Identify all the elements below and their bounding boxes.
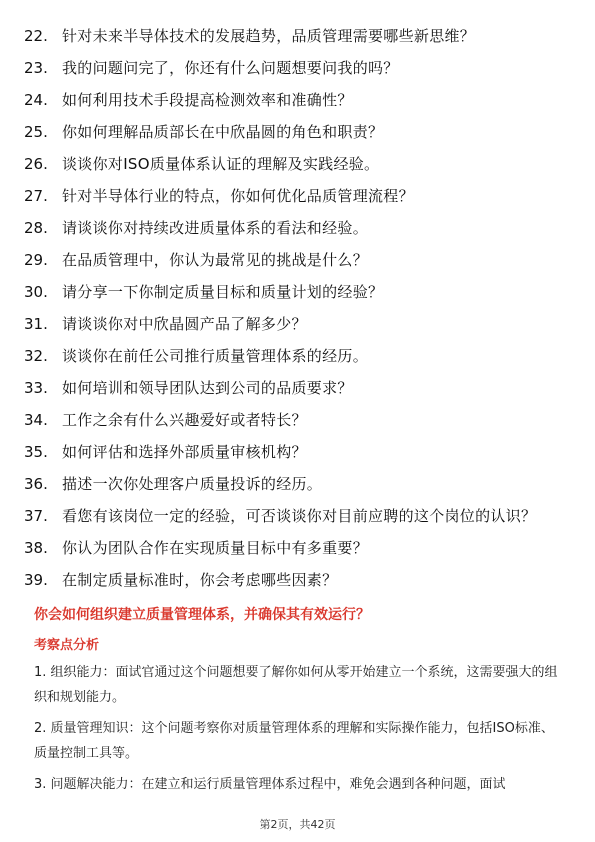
question-text: 如何利用技术手段提高检测效率和准确性？ xyxy=(62,91,353,109)
question-number: 39. xyxy=(24,571,48,589)
question-list xyxy=(24,24,572,600)
question-item xyxy=(24,24,572,49)
question-text: 你如何理解品质部长在中欣晶圆的角色和职责？ xyxy=(62,123,384,141)
question-item xyxy=(24,280,572,305)
question-item xyxy=(24,248,572,273)
question-item xyxy=(24,440,572,465)
question-number: 32. xyxy=(24,347,48,365)
question-text: 在品质管理中，你认为最常见的挑战是什么？ xyxy=(62,251,369,269)
question-item xyxy=(24,536,572,561)
question-number: 31. xyxy=(24,315,48,333)
question-number: 26. xyxy=(24,155,48,173)
question-text: 工作之余有什么兴趣爱好或者特长？ xyxy=(62,411,307,429)
section-heading: 你会如何组织建立质量管理体系，并确保其有效运行？ xyxy=(34,607,370,623)
question-text: 请谈谈你对中欣晶圆产品了解多少？ xyxy=(62,315,307,333)
question-item xyxy=(24,88,572,113)
question-number: 33. xyxy=(24,379,48,397)
question-item xyxy=(24,408,572,433)
section-subheading: 考察点分析 xyxy=(34,638,100,653)
question-number: 28. xyxy=(24,219,48,237)
question-item xyxy=(24,504,572,529)
question-number: 34. xyxy=(24,411,48,429)
page-number: 第2页，共42页 xyxy=(259,818,336,831)
question-text: 看您有该岗位一定的经验，可否谈谈你对目前应聘的这个岗位的认识？ xyxy=(62,507,537,525)
question-text: 请分享一下你制定质量目标和质量计划的经验？ xyxy=(62,283,384,301)
question-text: 谈谈你对ISO质量体系认证的理解及实践经验。 xyxy=(62,155,380,173)
analysis-item: 1. 组织能力：面试官通过这个问题想要了解你如何从零开始建立一个系统，这需要强大的组织和规划能力。 xyxy=(34,665,558,705)
question-number: 24. xyxy=(24,91,48,109)
question-number: 35. xyxy=(24,443,48,461)
analysis-list xyxy=(34,660,564,803)
question-item xyxy=(24,120,572,145)
analysis-item: 2. 质量管理知识：这个问题考察你对质量管理体系的理解和实际操作能力，包括ISO标准、质量控制工具等。 xyxy=(34,721,554,761)
question-number: 22. xyxy=(24,27,48,45)
analysis-item: 3. 问题解决能力：在建立和运行质量管理体系过程中，难免会遇到各种问题，面试 xyxy=(34,777,506,792)
question-number: 36. xyxy=(24,475,48,493)
question-number: 25. xyxy=(24,123,48,141)
question-text: 请谈谈你对持续改进质量体系的看法和经验。 xyxy=(62,219,369,237)
question-number: 29. xyxy=(24,251,48,269)
page-footer xyxy=(0,816,595,832)
question-text: 谈谈你在前任公司推行质量管理体系的经历。 xyxy=(62,347,369,365)
question-item xyxy=(24,184,572,209)
question-number: 23. xyxy=(24,59,48,77)
question-text: 针对未来半导体技术的发展趋势，品质管理需要哪些新思维？ xyxy=(62,27,476,45)
question-item xyxy=(24,216,572,241)
question-text: 针对半导体行业的特点，你如何优化品质管理流程？ xyxy=(62,187,414,205)
question-item xyxy=(24,568,572,593)
question-item xyxy=(24,56,572,81)
question-item xyxy=(24,472,572,497)
question-text: 你认为团队合作在实现质量目标中有多重要？ xyxy=(62,539,369,557)
question-text: 描述一次你处理客户质量投诉的经历。 xyxy=(62,475,323,493)
question-number: 30. xyxy=(24,283,48,301)
question-number: 37. xyxy=(24,507,48,525)
question-text: 我的问题问完了，你还有什么问题想要问我的吗？ xyxy=(62,59,399,77)
question-number: 27. xyxy=(24,187,48,205)
question-number: 38. xyxy=(24,539,48,557)
question-text: 如何评估和选择外部质量审核机构？ xyxy=(62,443,307,461)
question-item xyxy=(24,344,572,369)
question-text: 如何培训和领导团队达到公司的品质要求？ xyxy=(62,379,353,397)
question-item xyxy=(24,152,572,177)
question-item xyxy=(24,312,572,337)
question-item xyxy=(24,376,572,401)
question-text: 在制定质量标准时，你会考虑哪些因素？ xyxy=(62,571,338,589)
